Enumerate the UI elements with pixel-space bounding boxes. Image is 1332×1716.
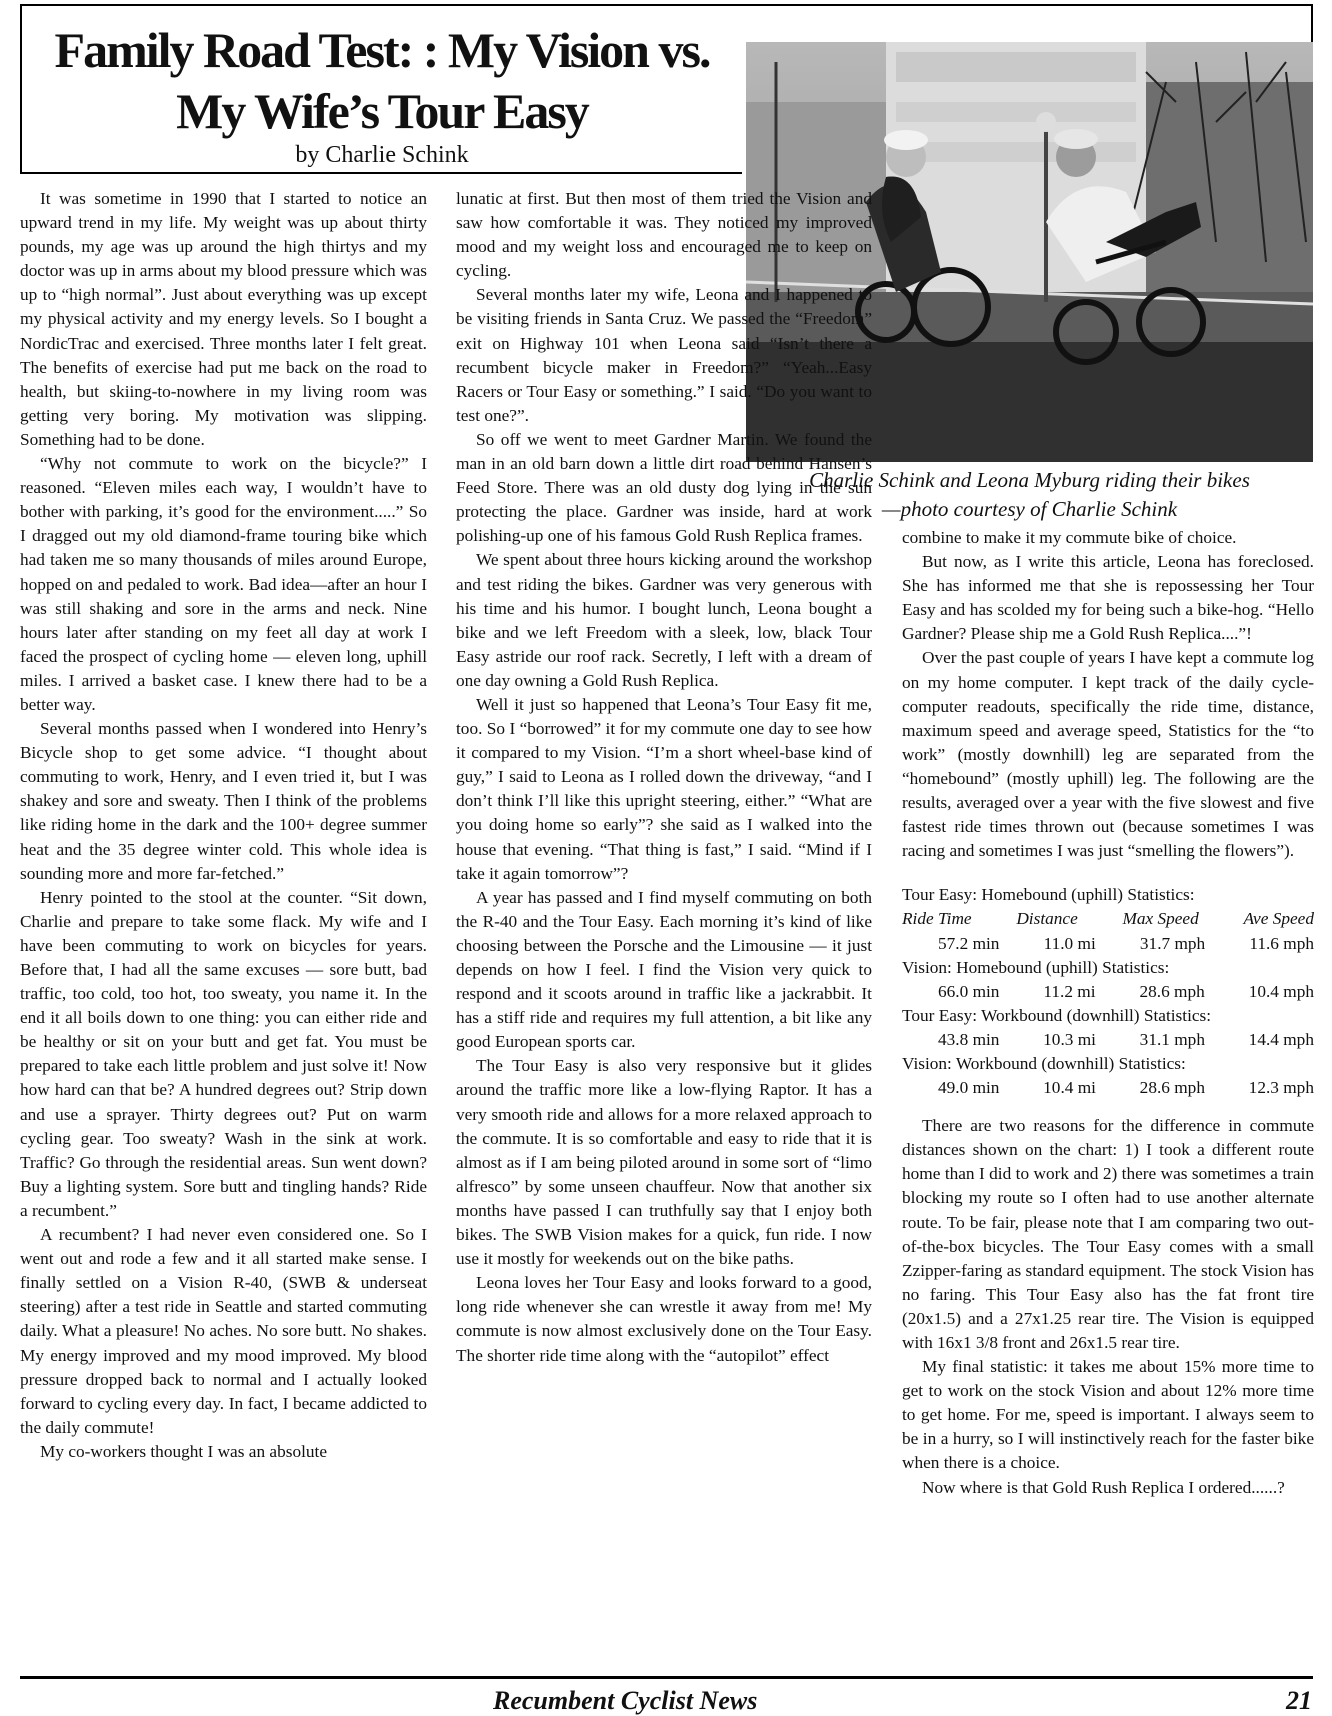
paragraph: But now, as I write this article, Leona has foreclosed. She has informed me that she is repossessing her Tour Easy and has scolded my for being such a bike-hog. “Hello Gardner? Please ship me a Gold Rush Replica....”! <box>902 552 1314 644</box>
paragraph: Several months later my wife, Leona and I happened to be visiting friends in Santa Cruz. We passed the “Freedom” exit on Highway 101 when Leona said “Isn’t there a recumbent bicycle maker in Freedom?” “Yeah...Easy Racers or Tour Easy or something.” I said. “Do you want to test one?”. <box>456 285 872 425</box>
stat-value: 14.4 mph <box>1248 1029 1314 1049</box>
stat-value: 28.6 mph <box>1139 1078 1205 1098</box>
article-column-1 <box>20 187 427 1464</box>
paragraph: A year has passed and I find myself commuting on both the R-40 and the Tour Easy. Each morning it’s kind of like choosing between the Porsche and the Limousine — it just depends on how I feel. I find the Vision very quick to respond and it scoots around in traffic like a jackrabbit. It has a stiff ride and requires my full attention, a bit like any good European sports car. <box>456 887 872 1052</box>
stats-group-label: Vision: Homebound (uphill) Statistics: <box>902 957 1170 977</box>
footer-rule <box>20 1676 1313 1679</box>
paragraph: A recumbent? I had never even considered one. So I went out and rode a few and it all started make sense. I finally settled on a Vision R-40, (SWB & underseat steering) after a test ride in Seattle and started commuting daily. What a pleasure! No aches. No sore butt. No shakes. My energy improved and my mood improved. My blood pressure dropped back to normal and I actually looked forward to cycling every day. In fact, I became addicted to the daily commute! <box>20 1225 427 1437</box>
stat-value: 49.0 min <box>938 1078 1000 1098</box>
stat-value: 10.4 mi <box>1043 1078 1096 1098</box>
publication-name: Recumbent Cyclist News <box>493 1686 758 1715</box>
title-box <box>20 4 742 174</box>
paragraph: Well it just so happened that Leona’s Tour Easy fit me, too. So I “borrowed” it for my commute one day to see how it compared to my Vision. “I’m a short wheel-base kind of guy,” I said to Leona as I rolled down the driveway, “and I don’t think I’ll like this upright steering, either.” “What are you doing home so early”? she said as I walked into the house that evening. “That thing is fast,” I said. “Mind if I take it again tomorrow”? <box>456 694 872 883</box>
photo-caption-line1: Charlie Schink and Leona Myburg riding their bikes <box>809 468 1250 492</box>
stats-header: Ave Speed <box>1243 909 1314 929</box>
paragraph: Over the past couple of years I have kept a commute log on my home computer. I kept track of the daily cycle-computer readouts, specifically the ride time, distance, maximum speed and average speed, Statistics for the “to work” (mostly downhill) leg are separated from the “homebound” (mostly uphill) leg. The following are the results, averaged over a year with the five slowest and five fastest ride times thrown out (because sometimes I was racing and sometimes I was just “smelling the flowers”). <box>902 648 1314 861</box>
stat-value: 12.3 mph <box>1248 1078 1314 1098</box>
stats-header: Max Speed <box>1122 909 1199 929</box>
page-number: 21 <box>1286 1686 1312 1715</box>
paragraph: My co-workers thought I was an absolute <box>40 1441 327 1461</box>
article-byline: by Charlie Schink <box>295 142 469 168</box>
article-column-3 <box>902 526 1314 1500</box>
article-column-2 <box>456 187 872 1368</box>
stats-header: Ride Time <box>902 909 972 929</box>
spacer <box>902 1100 1314 1114</box>
paragraph: Henry pointed to the stool at the counter. “Sit down, Charlie and prepare to take some flack. My wife and I have been commuting to work on bicycles for years. Before that, I had all the same excuses — sore butt, bad traffic, too cold, too hot, too sweaty, you name it. In the end it all boils down to one thing: you can either ride and be healthy or sit on your butt and get fat. You must be prepared to take each little problem and just solve it! Now how hard can that be? A hundred degrees out? Strip down and use a sprayer. Thirty degrees out? Put on warm cycling gear. Too sweaty? Wash in the sink at work. Traffic? Go through the residential areas. Sun went down? Buy a lighting system. Sore butt and tingling hands? Ride a recumbent.” <box>20 887 427 1220</box>
paragraph: lunatic at first. But then most of them tried the Vision and saw how comfortable it was. They noticed my improved mood and my weight loss and encouraged me to keep on cycling. <box>456 189 872 281</box>
paragraph: So off we went to meet Gardner Martin. We found the man in an old barn down a little dirt road behind Hansen’s Feed Store. There was an old dusty dog lying in the sun protecting the place. Gardner was inside, hard at work polishing-up one of his famous Gold Rush Replica frames. <box>456 429 872 546</box>
stat-value: 11.0 mi <box>1043 933 1096 953</box>
stat-value: 31.1 mph <box>1139 1029 1205 1049</box>
stats-group-label: Tour Easy: Homebound (uphill) Statistics: <box>902 885 1195 905</box>
stat-value: 43.8 min <box>938 1029 1000 1049</box>
paragraph: My final statistic: it takes me about 15% more time to get to work on the stock Vision and about 12% more time to get home. For me, speed is important. I always seem to be in a hurry, so I will instinctively reach for the faster bike when there is a choice. <box>902 1357 1314 1473</box>
stat-value: 10.3 mi <box>1043 1029 1096 1049</box>
paragraph: Now where is that Gold Rush Replica I ordered......? <box>922 1477 1285 1497</box>
paragraph: The Tour Easy is also very responsive but it glides around the traffic more like a low-flying Raptor. It has a very smooth ride and allows for a more relaxed approach to the commute. It is so comfortable and easy to ride that it is almost as if I am being piloted around in some sort of “limo alfresco” by some unseen chauffeur. Now that another six months have passed I can truthfully say that I enjoy both bikes. The SWB Vision makes for a quick, fun ride. I now use it mostly for weekends out on the bike paths. <box>456 1056 872 1269</box>
stats-row <box>902 1076 1314 1100</box>
stats-group-label: Tour Easy: Workbound (downhill) Statistics: <box>902 1005 1212 1025</box>
stat-value: 31.7 mph <box>1139 933 1206 953</box>
statistics-table <box>902 883 1314 1100</box>
stat-value: 11.2 mi <box>1043 981 1096 1001</box>
stats-header-row <box>902 907 1314 931</box>
article-title-line1: Family Road Test: : My Vision vs. <box>54 22 710 78</box>
stats-header: Distance <box>1016 909 1078 929</box>
paragraph: We spent about three hours kicking around the workshop and test riding the bikes. Gardner was very generous with his time and his humor. I bought lunch, Leona bought a bike and we left Freedom with a sleek, low, black Tour Easy astride our roof rack. Secretly, I left with a dream of one day owning a Gold Rush Replica. <box>456 550 872 690</box>
stats-row <box>902 980 1314 1004</box>
article-title-line2: My Wife’s Tour Easy <box>176 83 588 139</box>
paragraph: It was sometime in 1990 that I started to notice an upward trend in my life. My weight was up about thirty pounds, my age was up around the high thirtys and my doctor was up in arms about my blood pressure which was up to “high normal”. Just about everything was up except my physical activity and my energy levels. So I bought a NordicTrac and exercised. Three months later I felt great. The benefits of exercise had put me back on the road to health, but skiing-to-nowhere in my living room was getting very boring. My motivation was slipping. Something had to be done. <box>20 189 427 449</box>
paragraph: Leona loves her Tour Easy and looks forward to a good, long ride whenever she can wrestle it away from me! My commute is now almost exclusively done on the Tour Easy. The shorter ride time along with the “autopilot” effect <box>456 1273 872 1365</box>
stat-value: 28.6 mph <box>1139 981 1205 1001</box>
stat-value: 66.0 min <box>938 981 1000 1001</box>
photo-credit: —photo courtesy of Charlie Schink <box>881 497 1178 521</box>
paragraph: combine to make it my commute bike of choice. <box>902 528 1237 547</box>
stat-value: 10.4 mph <box>1248 981 1314 1001</box>
stats-group-label: Vision: Workbound (downhill) Statistics: <box>902 1053 1186 1073</box>
page-frame-right <box>1311 4 1313 44</box>
stat-value: 11.6 mph <box>1249 933 1314 953</box>
paragraph: Several months passed when I wondered into Henry’s Bicycle shop to get some advice. “I thought about commuting to work, Henry, and I even tried it, but I was shakey and sore and sweaty. Then I think of the problems like riding home in the dark and the 100+ degree summer heat and the 35 degree winter cold. This whole idea is sounding more and more far-fetched.” <box>20 719 427 883</box>
paragraph: There are two reasons for the difference in commute distances shown on the chart: 1) I took a different route home than I did to work and 2) there was sometimes a train blocking my route so I often had to use another alternate route. To be fair, please note that I am comparing two out-of-the-box bicycles. The Tour Easy comes with a small Zzipper-faring as standard equipment. The stock Vision has no faring. This Tour Easy also has the fat front tire (20x1.5) and a 27x1.25 rear tire. The Vision is equipped with 16x1 3/8 front and 26x1.5 rear tire. <box>902 1116 1314 1352</box>
stats-row <box>902 1028 1314 1052</box>
stat-value: 57.2 min <box>938 933 1000 953</box>
paragraph: “Why not commute to work on the bicycle?” I reasoned. “Eleven miles each way, I wouldn’t have to bother with parking, it’s good for the environment.....” So I dragged out my old diamond-frame touring bike which had taken me so many thousands of miles around Europe, hopped on and pedaled to work. Bad idea—after an hour I was still shaking and sore in the arms and neck. Nine hours later after standing on my feet all day at work I faced the prospect of cycling home — eleven long, uphill miles. I arrived a basket case. I knew there had to be a better way. <box>20 454 427 714</box>
stats-row <box>902 932 1314 956</box>
